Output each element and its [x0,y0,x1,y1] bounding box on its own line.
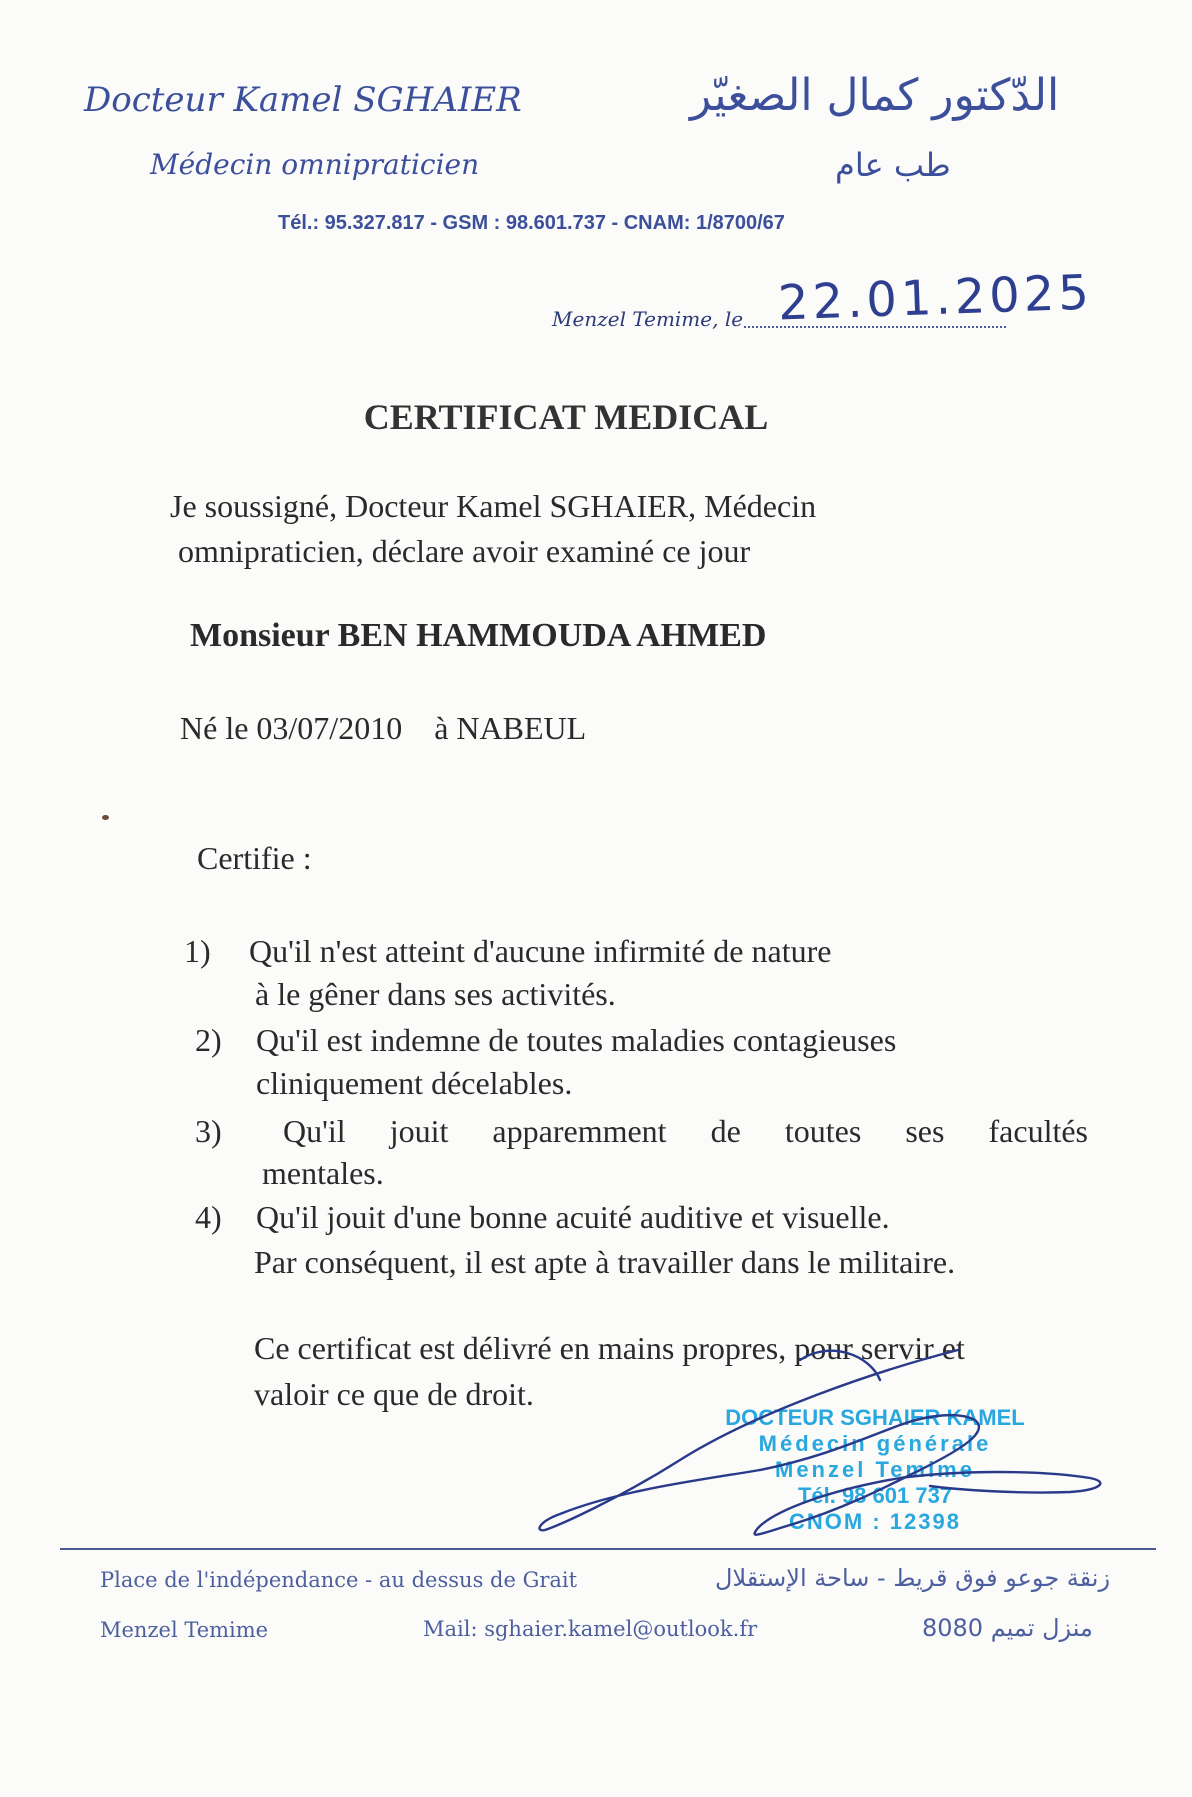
doctor-name-arabic: الدّكتور كمال الصغيّر [690,70,1060,121]
doctor-contacts: Tél.: 95.327.817 - GSM : 98.601.737 - CNAM: 1/8700/67 [278,212,785,234]
item-word: de [710,1113,741,1149]
stamp-line: CNOM : 12398 [789,1509,961,1534]
patient-name: Monsieur BEN HAMMOUDA AHMED [190,617,767,654]
item-line: Qu'il jouit d'une bonne acuité auditive et visuelle. [256,1199,890,1235]
place-label: Menzel Temime, le [552,307,744,331]
item-number: 3) [195,1113,222,1149]
footer-mail: Mail: sghaier.kamel@outlook.fr [423,1617,758,1641]
doctor-specialty: Médecin omnipraticien [150,148,480,181]
item-number: 4) [195,1199,222,1235]
item-line: à le gêner dans ses activités. [255,976,616,1012]
intro-line-2: omnipraticien, déclare avoir examiné ce jour [178,533,751,569]
item-word: Qu'il [283,1113,346,1149]
handwritten-date: 22.01.2025 [777,264,1094,332]
stamp-line: Médecin générale [758,1431,992,1456]
doctor-name: Docteur Kamel SGHAIER [84,80,522,120]
conclusion-line: Par conséquent, il est apte à travailler dans le militaire. [254,1244,956,1280]
stamp-line: DOCTEUR SGHAIER KAMEL [725,1405,1025,1430]
footer-divider [60,1548,1156,1550]
certifie-label: Certifie : [197,840,312,876]
item-line: Qu'il est indemne de toutes maladies contagieuses [256,1022,897,1058]
item-word: jouit [389,1113,449,1149]
doctor-specialty-arabic: طب عام [835,146,951,184]
birth-place: à NABEUL [434,710,587,746]
footer-address: Place de l'indépendance - au dessus de Grait [100,1568,578,1592]
item-word: toutes [784,1113,862,1149]
item-number: 1) [184,933,211,969]
footer-city: Menzel Temime [100,1618,269,1642]
certificate-title: CERTIFICAT MEDICAL [363,397,769,437]
item-line: cliniquement décelables. [256,1065,573,1101]
stamp-line: Menzel Temime [775,1457,975,1482]
footer-city-arabic: منزل تميم 8080 [922,1614,1093,1642]
closing-line-1: Ce certificat est délivré en mains propres, pour servir et [254,1330,965,1366]
footer-address-arabic: زنقة جوعو فوق قريط - ساحة الإستقلال [715,1564,1111,1592]
stamp-line: Tél. 98 601 737 [797,1483,953,1508]
closing-line-2: valoir ce que de droit. [254,1376,534,1412]
item-word: apparemment [492,1113,667,1149]
item-word: facultés [988,1113,1088,1149]
birth-date: Né le 03/07/2010 [180,710,403,746]
intro-line-1: Je soussigné, Docteur Kamel SGHAIER, Médecin [170,488,817,524]
item-word: ses [905,1113,945,1149]
item-line: mentales. [262,1155,384,1191]
item-number: 2) [195,1022,222,1058]
item-line: Qu'il n'est atteint d'aucune infirmité de nature [249,933,832,969]
